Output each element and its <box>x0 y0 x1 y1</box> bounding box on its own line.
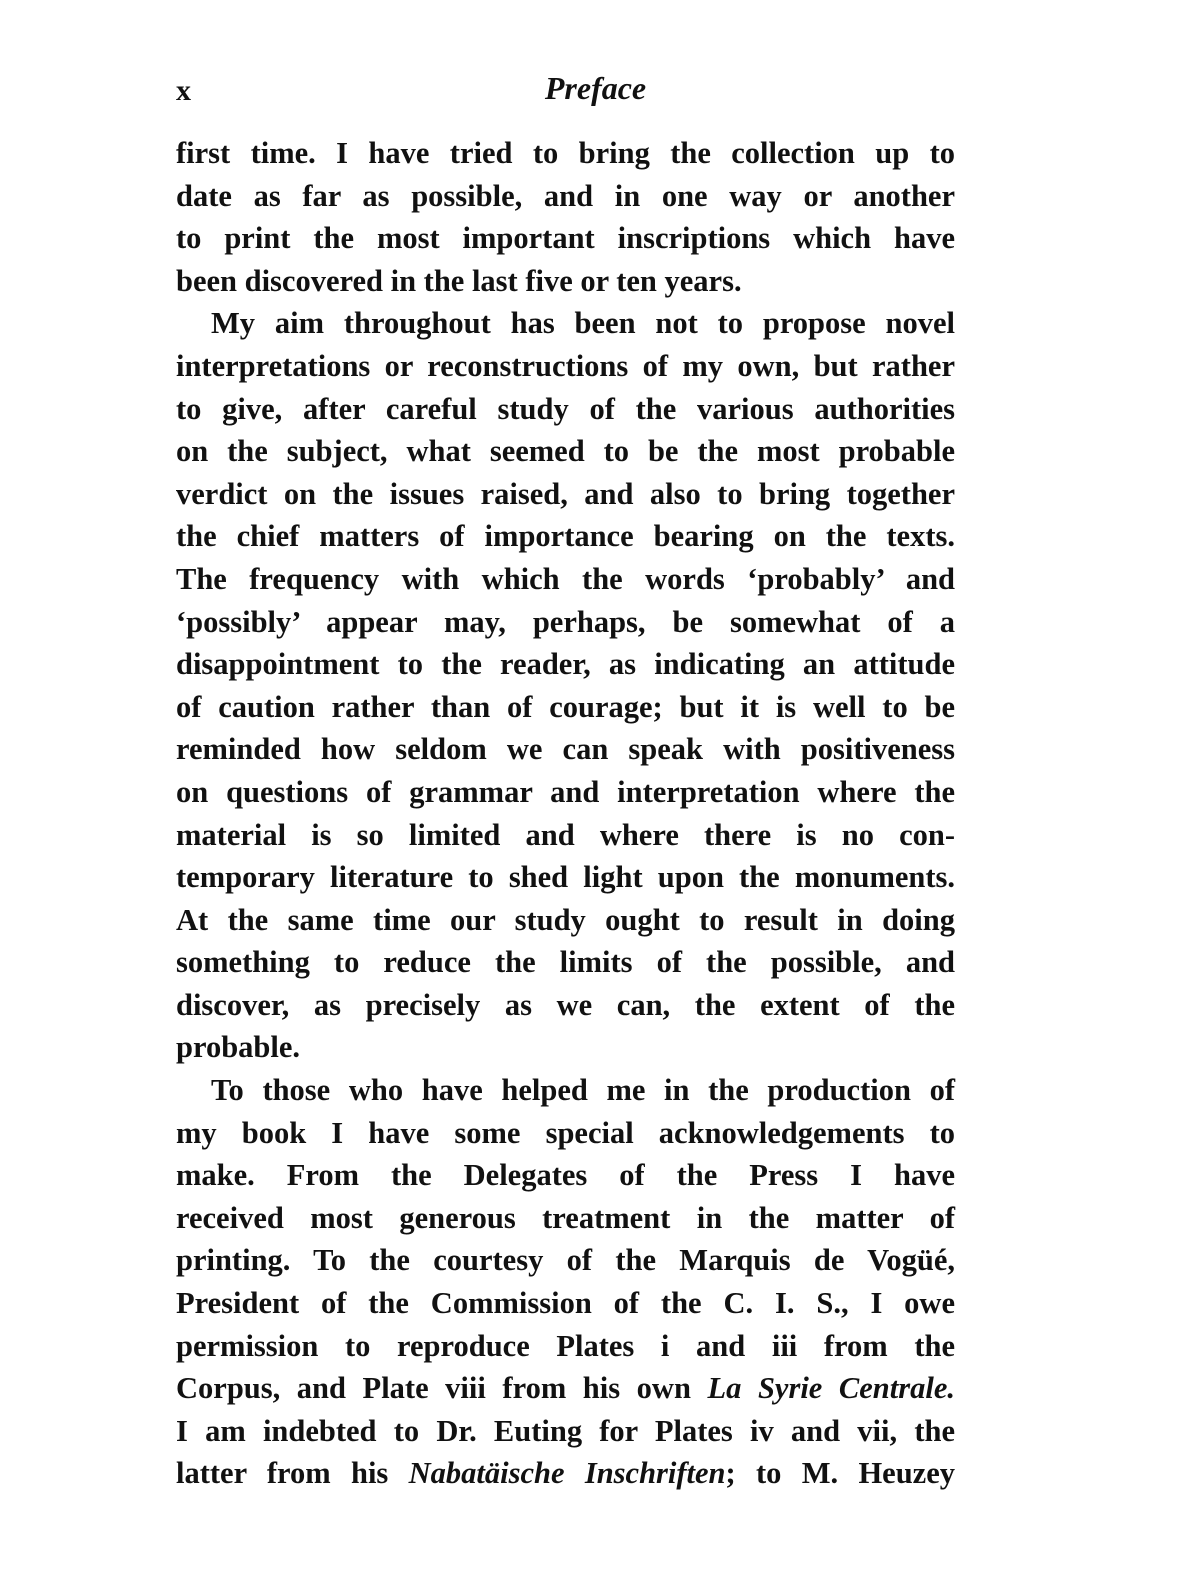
text-line: been discovered in the last five or ten years. <box>176 263 742 298</box>
text-line: discover, as precisely as we can, the extent of the <box>176 987 955 1022</box>
italic-title: Nabatäische Inschriften <box>408 1456 726 1491</box>
text-line: printing. To the courtesy of the Marquis de Vogüé, <box>176 1243 955 1278</box>
text-line: The frequency with which the words ‘probably’ and <box>176 561 955 596</box>
text-line: probable. <box>176 1030 301 1065</box>
text-line: first time. I have tried to bring the collection up to <box>176 136 955 170</box>
running-title: Preface <box>544 70 647 106</box>
text-line: interpretations or reconstructions of my own, but rather <box>176 348 955 383</box>
text-line: material is so limited and where there is no con- <box>176 817 955 852</box>
text-line: President of the Commission of the C. I. S., I owe <box>176 1286 955 1321</box>
paragraph <box>176 302 955 1069</box>
text-line: disappointment to the reader, as indicating an attitude <box>176 647 955 682</box>
text-line: of caution rather than of courage; but it is well to be <box>176 689 955 724</box>
text-line: ‘possibly’ appear may, perhaps, be somewhat of a <box>176 604 955 639</box>
text-line: My aim throughout has been not to propose novel <box>211 306 955 341</box>
text-line: something to reduce the limits of the possible, and <box>176 945 955 980</box>
text-line: make. From the Delegates of the Press I have <box>176 1158 955 1193</box>
text-line: temporary literature to shed light upon the monuments. <box>176 860 955 895</box>
text-line: permission to reproduce Plates i and iii from the <box>176 1328 955 1363</box>
italic-title: La Syrie Centrale. <box>707 1371 955 1406</box>
text-line: to give, after careful study of the various authorities <box>176 391 955 426</box>
text-line: my book I have some special acknowledgements to <box>176 1115 955 1150</box>
text-line: verdict on the issues raised, and also to bring together <box>176 476 955 511</box>
text-line <box>176 1452 955 1495</box>
text-segment: ; to M. Heuzey <box>725 1456 955 1491</box>
body-text <box>176 132 955 1495</box>
paragraph <box>176 132 955 302</box>
text-line: At the same time our study ought to result in doing <box>176 902 955 937</box>
text-line: received most generous treatment in the matter of <box>176 1200 955 1235</box>
text-line: on questions of grammar and interpretation where the <box>176 774 955 809</box>
text-line: date as far as possible, and in one way or another <box>176 178 955 213</box>
text-line: to print the most important inscriptions which have <box>176 221 955 256</box>
text-segment: Corpus, and Plate viii from his own <box>176 1371 708 1406</box>
text-line <box>176 1367 955 1410</box>
text-line: on the subject, what seemed to be the most probable <box>176 434 955 469</box>
text-segment: latter from his <box>176 1456 409 1491</box>
page-number: x <box>176 74 191 107</box>
text-line: the chief matters of importance bearing on the texts. <box>176 519 955 554</box>
text-line: I am indebted to Dr. Euting for Plates iv and vii, the <box>176 1413 955 1448</box>
paragraph <box>176 1069 955 1495</box>
text-line: reminded how seldom we can speak with positiveness <box>176 732 955 767</box>
text-line: To those who have helped me in the production of <box>211 1073 955 1108</box>
